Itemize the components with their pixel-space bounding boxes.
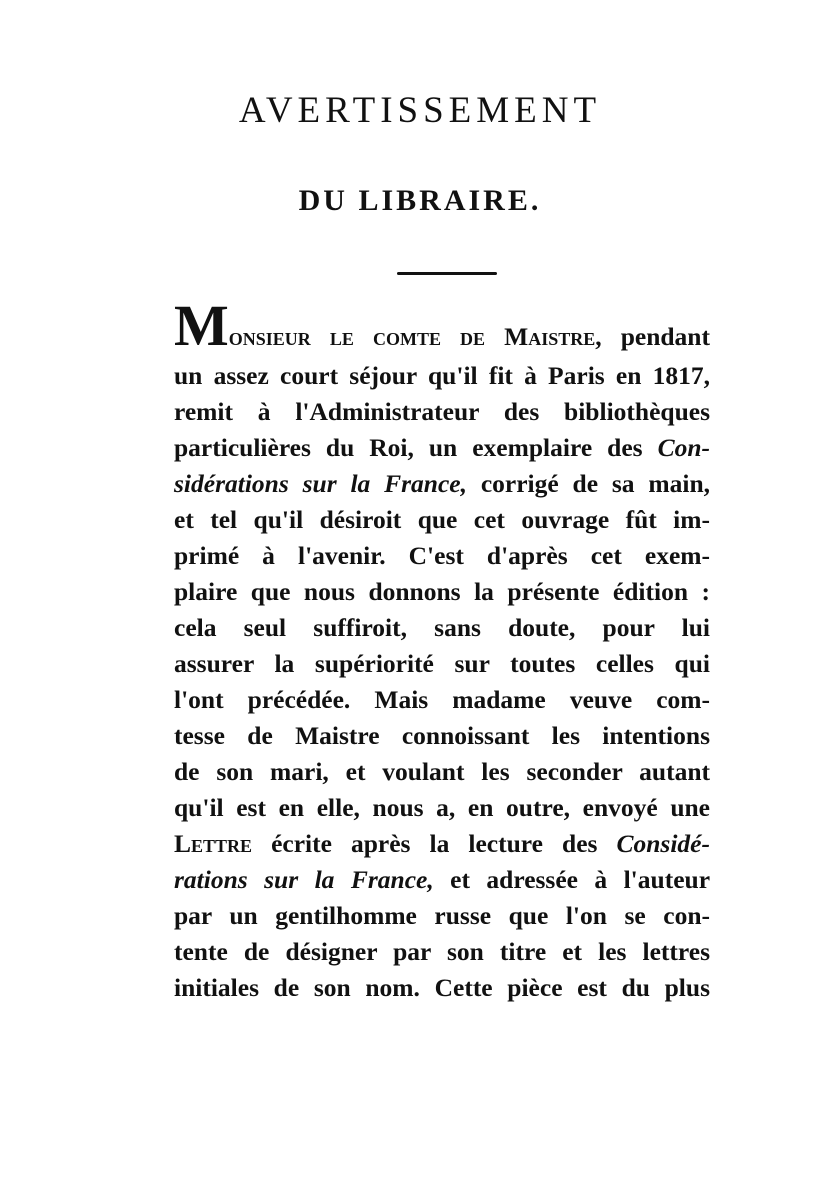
ornamental-rule xyxy=(397,272,497,275)
line-text: et adressée à l'auteur xyxy=(433,865,711,894)
italic-title: sidérations sur la France, xyxy=(174,469,468,498)
text-line: remit à l'Administrateur des bibliothèques xyxy=(174,397,710,426)
text-line xyxy=(174,466,710,502)
italic-title: Considé- xyxy=(616,829,710,858)
page-subtitle: DU LIBRAIRE. xyxy=(298,184,542,217)
line-text: corrigé de sa main, xyxy=(467,469,711,498)
text-line xyxy=(174,826,710,862)
line-text: particulières du Roi, un exemplaire des xyxy=(174,433,658,462)
text-line: et tel qu'il désiroit que cet ouvrage fût im- xyxy=(174,505,710,534)
line-text: écrite après la lecture des xyxy=(252,829,617,858)
text-line: tente de désigner par son titre et les lettres xyxy=(174,937,710,966)
italic-title: rations sur la France, xyxy=(174,865,434,894)
text-line: cela seul suffiroit, sans doute, pour lui xyxy=(174,613,710,642)
text-line: primé à l'avenir. C'est d'après cet exem- xyxy=(174,541,710,570)
body-paragraph xyxy=(174,293,711,1006)
text-line: qu'il est en elle, nous a, en outre, envoyé une xyxy=(174,793,710,822)
text-line: plaire que nous donnons la présente édition : xyxy=(174,577,710,606)
text-line: de son mari, et voulant les seconder autant xyxy=(174,757,710,786)
text-line xyxy=(174,862,710,898)
drop-cap: M xyxy=(174,293,229,358)
text-line: assurer la supériorité sur toutes celles qui xyxy=(174,649,710,678)
text-line: initiales de son nom. Cette pièce est du plus xyxy=(174,973,710,1002)
text-line xyxy=(174,430,710,466)
text-line: l'ont précédée. Mais madame veuve com- xyxy=(174,685,710,714)
italic-title: Con- xyxy=(657,433,710,462)
text-line xyxy=(174,293,710,358)
text-line: un assez court séjour qu'il fit à Paris en 1817, xyxy=(174,361,710,390)
page-title: AVERTISSEMENT xyxy=(238,90,602,131)
small-caps-word: Lettre xyxy=(174,829,253,858)
text-line: tesse de Maistre connoissant les intentions xyxy=(174,721,710,750)
small-caps-name: onsieur le comte de Maistre xyxy=(228,322,596,351)
line-text: , pendant xyxy=(595,322,710,351)
text-line: par un gentilhomme russe que l'on se con- xyxy=(174,901,710,930)
